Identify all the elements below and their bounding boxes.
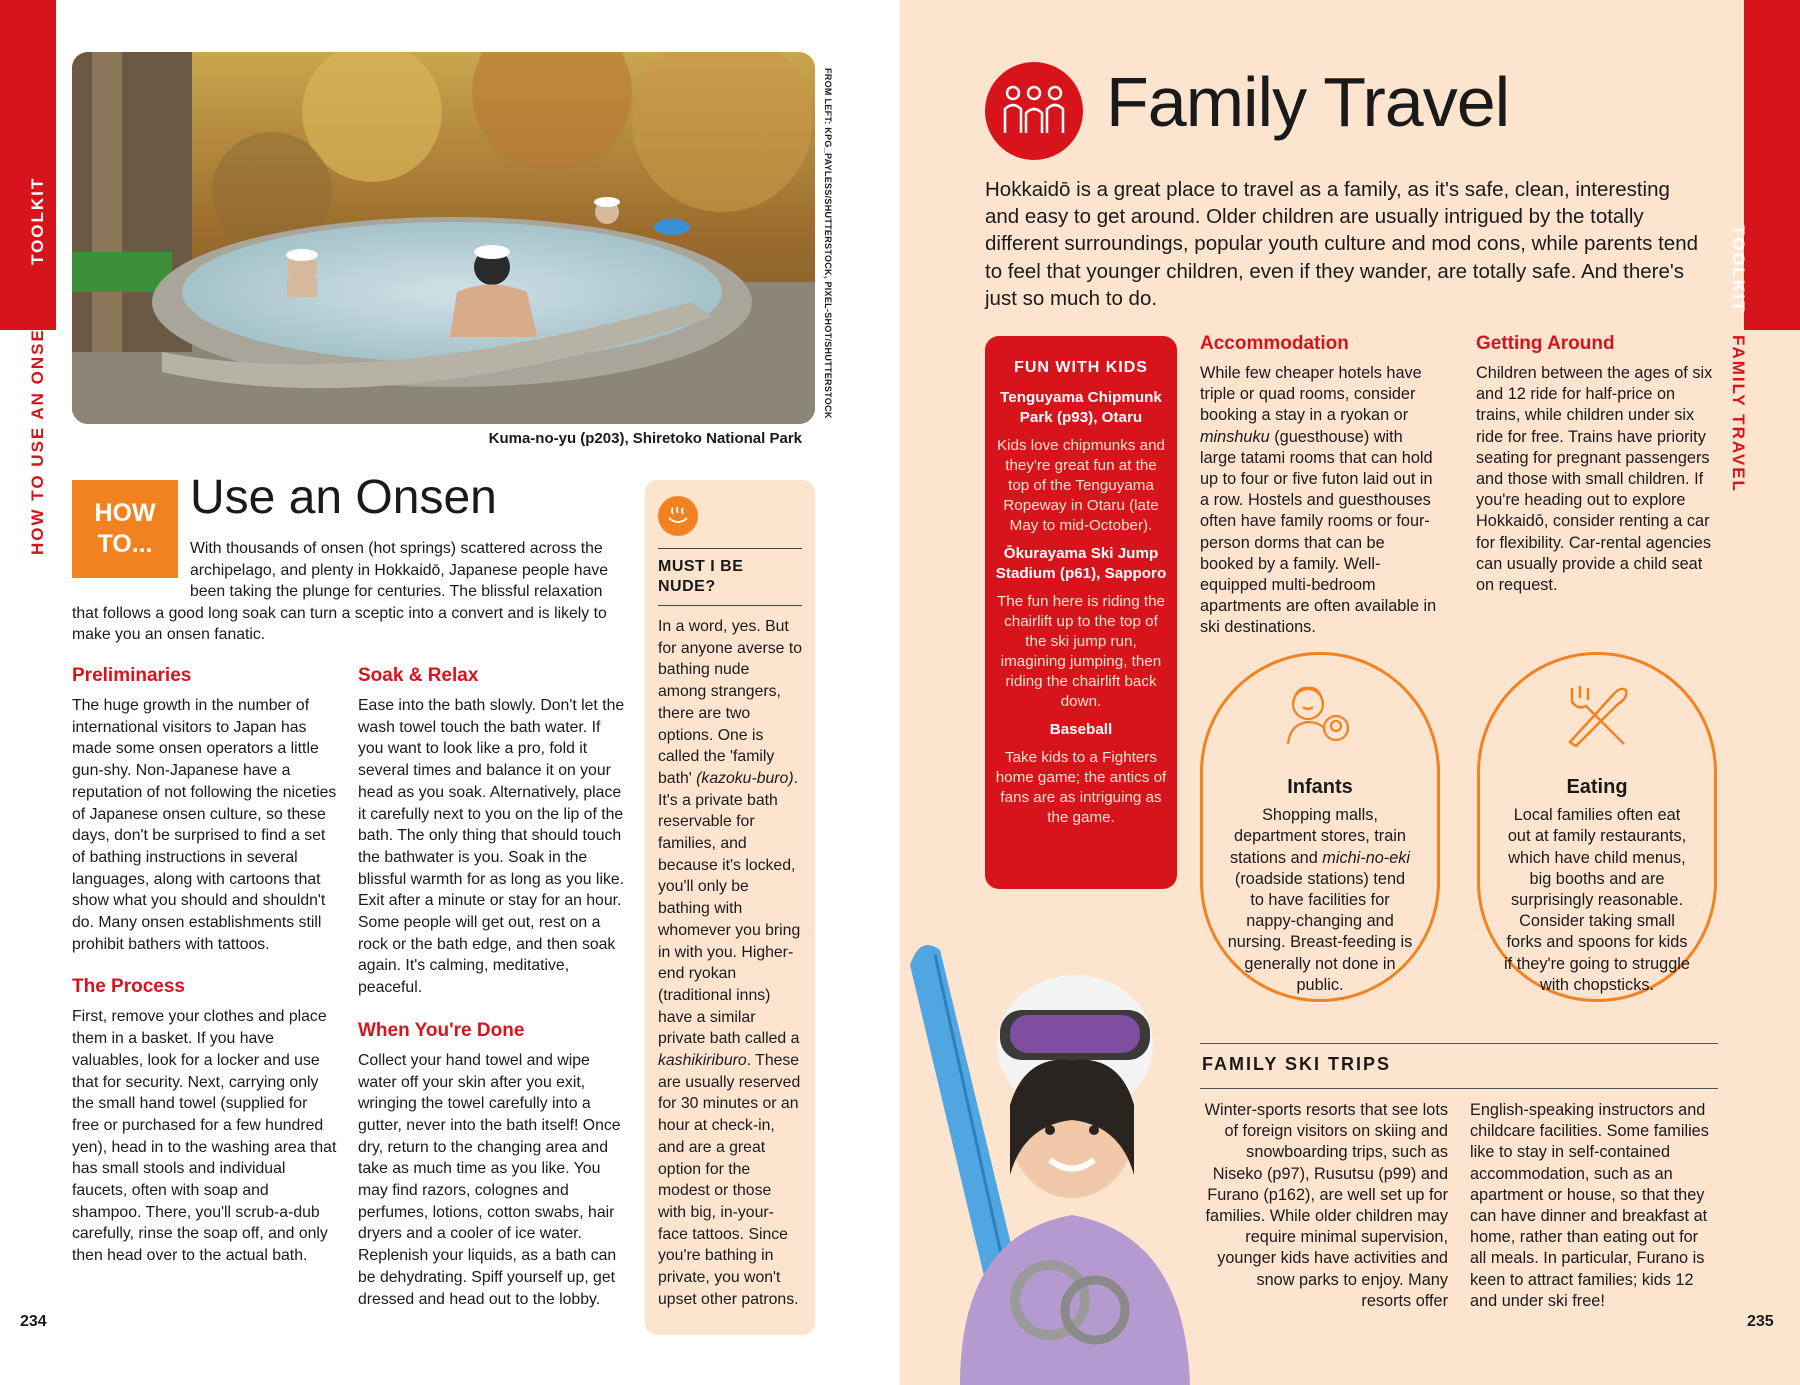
text-preliminaries: The huge growth in the number of international visitors to Japan has made some onsen operators a little gun-shy. Non-Japanese have a reputation of not following the niceties of Japanese onsen culture, so these days, don't be surprised to find a set of bathing instructions in several languages, along with cartoons that show what you should and shouldn't do. Many onsen establishments still prohibit bathers with tattoos.	[72, 697, 337, 953]
nude-text-b-italic: kashikiriburo	[658, 1052, 747, 1070]
nude-text-a: In a word, yes. But for anyone averse to bathing nude among strangers, there are two options. One is called the 'family bath'	[658, 618, 803, 787]
nude-title-line1: MUST I BE	[658, 558, 744, 575]
text-getting-around: Children between the ages of six and 12 ride for half-price on trains, while children under six ride for free. Trains have priority seating for pregnant passengers and those with small children. If you're heading out to explore Hokkaidō, consider renting a car for flexibility. Car-rental agencies can usually provide a child seat on request.	[1476, 364, 1713, 595]
nude-text-a-italic: (kazoku-buro)	[696, 769, 794, 787]
page-number-left: 234	[20, 1313, 47, 1330]
column-middle	[358, 664, 630, 1330]
ski-text-col2: English-speaking instructors and childcare facilities. Some families like to stay in self-contained accommodation, such as an apartment or house, so that they can have dinner and breakfast at home, rather than eating out for all meals. In particular, Furano is keen to attract families; kids 12 and under ski free!	[1470, 1101, 1709, 1310]
photo-credit: FROM LEFT: KPG_PAYLESS/SHUTTERSTOCK, PIXEL-SHOT/SHUTTERSTOCK	[823, 68, 833, 419]
page-title-family: Family Travel	[1106, 63, 1510, 141]
infants-text-b: (roadside stations) tend to have facilities for nappy-changing and nursing. Breast-feeding is generally not done in public.	[1227, 869, 1413, 994]
child-skier-image	[900, 915, 1220, 1385]
onsen-intro-text: With thousands of onsen (hot springs) scattered across the archipelago, and plenty in Hokkaidō, Japanese people have been taking the plunge for centuries. The blissful relaxation that follows a good long soak can turn a sceptic into a convert and is likely to make you an onsen fanatic.	[72, 540, 609, 643]
side-section-label-left: HOW TO USE AN ONSEN	[28, 313, 47, 555]
onsen-intro	[72, 538, 632, 646]
column-left	[72, 664, 337, 1287]
page-title-onsen: Use an Onsen	[190, 471, 497, 524]
getting-around-section	[1476, 332, 1716, 596]
fun-item-desc: Take kids to a Fighters home game; the antics of fans are as intriguing as the game.	[995, 749, 1167, 826]
onsen-photo	[72, 52, 815, 424]
nude-text-c: . These are usually reserved for 30 minutes or an hour at check-in, and are a great option for the modest or those with big, in-your-face tattoos. Since you're bathing in private, you won't upset other patrons.	[658, 1052, 801, 1308]
side-tab-left	[0, 0, 56, 330]
nude-text	[658, 616, 802, 1311]
text-accommodation-b: (guesthouse) with large tatami rooms that can hold up to four or five futon laid out in a row. Hostels and guesthouses often have family rooms or four-person dorms that can be booked by a family. Well-equipped multi-bedroom apartments are often available in ski destinations.	[1200, 427, 1437, 637]
infants-text-a: Shopping malls, department stores, train stations and	[1229, 806, 1406, 867]
family-ski-trips-heading: FAMILY SKI TRIPS	[1200, 1043, 1718, 1089]
heading-process: The Process	[72, 976, 185, 998]
heading-getting-around: Getting Around	[1476, 333, 1615, 354]
nude-text-b: . It's a private bath reservable for families, and because it's locked, you'll only be bathing with whomever you bring in with you. Higher-end ryokan (traditional inns) have a similar private bath called a	[658, 769, 801, 1048]
nude-sidebar	[645, 480, 815, 1335]
infants-arch	[1200, 652, 1440, 1002]
side-tab-right	[1744, 0, 1800, 330]
fun-with-kids-box	[985, 336, 1177, 889]
photo-caption: Kuma-no-yu (p203), Shiretoko National Park	[488, 430, 802, 447]
howto-line1: HOW	[94, 498, 156, 527]
text-accommodation	[1200, 363, 1440, 639]
text-process: First, remove your clothes and place them in a basket. If you have valuables, look for a locker and use that for security. Next, carrying only the small hand towel (supplied for free or purchased for a few hundred yen), head in to the washing area that has small stools and individual faucets, often with soap and shampoo. There, you'll scrub-a-dub carefully, rinse the soap off, and only then head over to the actual bath.	[72, 1008, 337, 1265]
fork-knife-icon	[1504, 675, 1690, 755]
family-intro: Hokkaidō is a great place to travel as a family, as it's safe, clean, interesting and easy to get around. Older children are usually intrigued by the totally different surroundings, popular youth culture and mod cons, while parents tend to feel that younger children, even if they wander, are totally safe. And there's just so much to do.	[985, 178, 1699, 310]
fun-title: FUN WITH KIDS	[1014, 359, 1148, 376]
nude-title	[658, 557, 802, 597]
infants-text-italic: michi-no-eki	[1322, 848, 1411, 867]
text-accommodation-a: While few cheaper hotels have triple or quad rooms, consider booking a stay in a ryokan or	[1200, 364, 1422, 425]
family-icon	[985, 62, 1083, 160]
page-number-right: 235	[1747, 1313, 1774, 1330]
onsen-icon	[658, 496, 698, 536]
mother-baby-icon	[1227, 675, 1413, 755]
heading-preliminaries: Preliminaries	[72, 665, 192, 686]
fun-item-desc: Kids love chipmunks and they're great fun at the top of the Tenguyama Ropeway in Otaru (late May to mid-October).	[997, 437, 1165, 534]
accommodation-section	[1200, 332, 1440, 639]
infants-text	[1227, 805, 1413, 996]
eating-title: Eating	[1566, 776, 1628, 798]
nude-title-line2: NUDE?	[658, 578, 716, 595]
text-soak: Ease into the bath slowly. Don't let the wash towel touch the bath water. If you want to look like a pro, fold it several times and balance it on your head as you soak. Alternatively, place it carefully next to you on the lip of the bath. The only thing that should touch the bathwater is you. Soak in the blissful warmth for as long as you like. Exit after a minute or stay for an hour. Some people will get out, rest on a rock or the bath edge, and then soak again. It's calming, meditative, peaceful.	[358, 697, 625, 997]
howto-line2: TO...	[97, 530, 153, 558]
text-done: Collect your hand towel and wipe water off your skin after you exit, wringing the towel carefully into a gutter, never into the bath itself! Once dry, return to the changing area and take as much time as you like. You may find razors, colognes and perfumes, lotions, cotton swabs, hair dryers and a cooler of ice water. Replenish your liquids, as a bath can be dehydrating. Spiff yourself up, get dressed and head out to the lobby.	[358, 1051, 621, 1308]
fun-item-name: Tenguyama Chipmunk Park (p93), Otaru	[1000, 389, 1162, 426]
heading-soak: Soak & Relax	[358, 665, 479, 686]
fun-item-name: Baseball	[1049, 721, 1113, 738]
side-tab-label-left: TOOLKIT	[28, 176, 47, 265]
eating-arch	[1477, 652, 1717, 1002]
infants-title: Infants	[1287, 776, 1353, 798]
fun-item-name: Ōkurayama Ski Jump Stadium (p61), Sapporo	[995, 545, 1167, 582]
heading-accommodation: Accommodation	[1200, 333, 1349, 354]
eating-text: Local families often eat out at family restaurants, which have child menus, big booths and are surprisingly reasonable. Consider taking small forks and spoons for kids if they're going to struggle with chopsticks.	[1504, 806, 1690, 994]
side-section-label-right: FAMILY TRAVEL	[1729, 335, 1748, 493]
ski-text-col1: Winter-sports resorts that see lots of foreign visitors on skiing and snowboarding trips, such as Niseko (p97), Rusutsu (p99) and Furano (p162), are well set up for families. While older children may require minimal supervision, younger kids have activities and snow parks to enjoy. Many resorts offer	[1204, 1101, 1448, 1310]
heading-done: When You're Done	[358, 1019, 525, 1041]
text-accommodation-italic: minshuku	[1200, 427, 1270, 446]
fun-item-desc: The fun here is riding the chairlift up to the top of the ski jump run, imagining jumping, then riding the chairlift back down.	[996, 593, 1165, 710]
side-tab-label-right: TOOLKIT	[1729, 225, 1748, 314]
